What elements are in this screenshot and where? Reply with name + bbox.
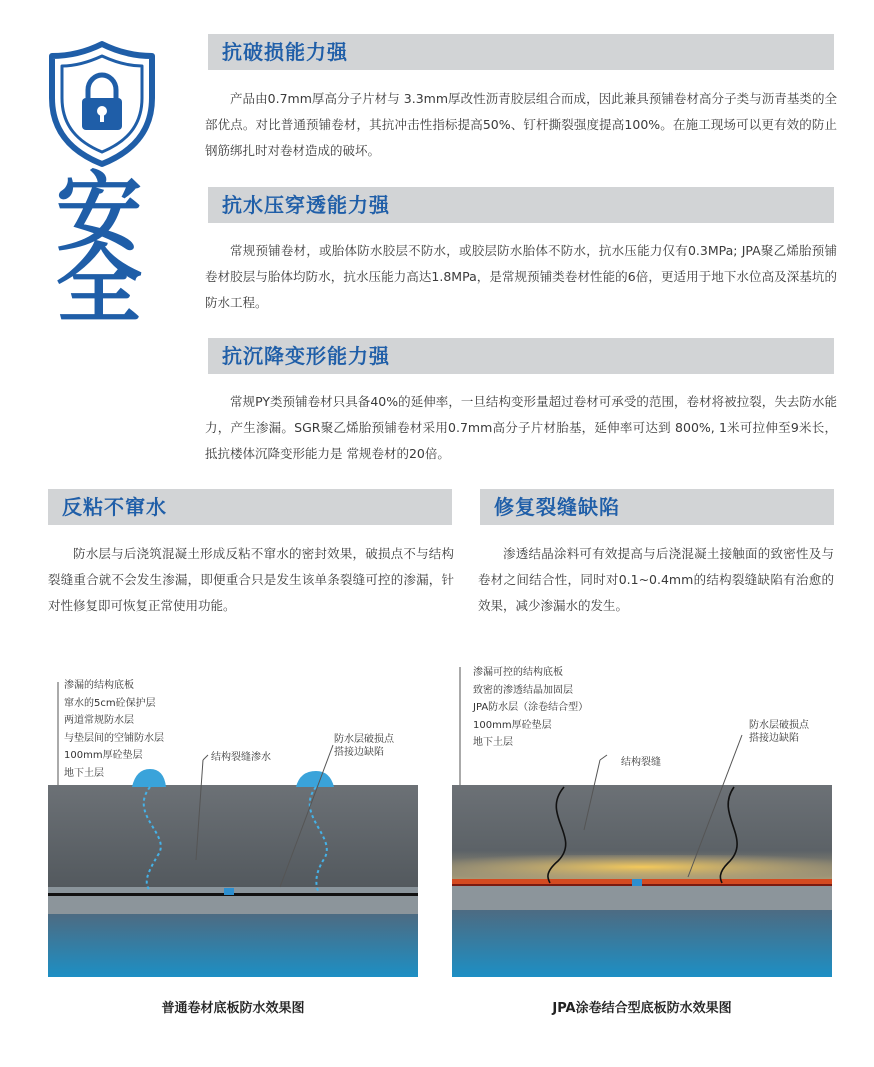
section-header-5 (480, 489, 834, 525)
section-title: 抗沉降变形能力强 (222, 344, 390, 368)
section-header-1 (208, 34, 834, 70)
layer-label: 渗漏可控的结构底板 (473, 667, 563, 678)
section-header-2 (208, 187, 834, 223)
section-header-4 (48, 489, 452, 525)
layer-label: 地下土层 (64, 767, 104, 779)
figure-1-layer-list (64, 677, 164, 782)
figure-2-caption: JPA涂卷结合型底板防水效果图 (552, 1001, 732, 1016)
badge-char-2: 全 (56, 235, 142, 335)
layer-label: 窜水的5cm砼保护层 (64, 697, 156, 709)
section-header-3 (208, 338, 834, 374)
shield-lock-icon (48, 40, 156, 168)
layer-label: 两道常规防水层 (64, 715, 134, 726)
break-tag-line: 防水层破损点 (334, 734, 394, 745)
break-tag-line: 防水层破损点 (749, 720, 809, 731)
break-tag-line: 搭接边缺陷 (749, 733, 799, 744)
layer-label: 100mm厚砼垫层 (64, 750, 143, 761)
layer-label: 100mm厚砼垫层 (473, 719, 552, 731)
figure-1-break-tag (334, 733, 394, 759)
break-tag-line: 搭接边缺陷 (334, 747, 384, 758)
figure-1-crack-tag: 结构裂缝渗水 (211, 752, 271, 763)
figure-2-layer-list (473, 664, 588, 752)
section-body-1: 产品由0.7mm厚高分子片材与 3.3mm厚改性沥青胶层组合而成，因此兼具预铺卷材高分子类与沥青基类的全部优点。对比普通预铺卷材，其抗冲击性指标提高50%、钉杆撕裂强度提高100%。在施工现场可以更有效的防止钢筋绑扎时对卷材造成的破坏。 (205, 91, 837, 158)
section-title: 抗破损能力强 (222, 40, 348, 64)
section-body-2: 常规预铺卷材，或胎体防水胶层不防水，或胶层防水胎体不防水，抗水压能力仅有0.3MPa; JPA聚乙烯胎预铺卷材胶层与胎体均防水，抗水压能力高达1.8MPa，是常规预铺类卷材性能的6倍，更适用于地下水位高及深基坑的防水工程。 (205, 243, 837, 310)
section-title: 抗水压穿透能力强 (222, 193, 390, 217)
layer-label: 致密的渗透结晶加固层 (473, 684, 573, 696)
layer-label: 与垫层间的空铺防水层 (64, 732, 164, 744)
figure-1-caption: 普通卷材底板防水效果图 (161, 1001, 305, 1016)
section-body-4: 防水层与后浇筑混凝土形成反粘不窜水的密封效果，破损点不与结构裂缝重合就不会发生渗漏，即便重合只是发生该单条裂缝可控的渗漏，针对性修复即可恢复正常使用功能。 (48, 546, 454, 613)
layer-label: JPA防水层（涂卷结合型） (473, 702, 589, 713)
section-body-3: 常规PY类预铺卷材只具备40%的延伸率，一旦结构变形量超过卷材可承受的范围，卷材将被拉裂，失去防水能力，产生渗漏。SGR聚乙烯胎预铺卷材采用0.7mm高分子片材胎基，延伸率可达到 800%, 1米可拉伸至9米长，抵抗楼体沉降变形能力是 常规卷材的20倍。 (205, 394, 837, 461)
badge-char-1: 安 (56, 163, 142, 263)
section-body-5: 渗透结晶涂料可有效提高与后浇混凝土接触面的致密性及与卷材之间结合性，同时对0.1~0.4mm的结构裂缝缺陷有治愈的效果，减少渗漏水的发生。 (478, 546, 834, 613)
layer-label: 渗漏的结构底板 (64, 680, 134, 691)
section-title: 修复裂缝缺陷 (494, 495, 620, 519)
layer-label: 地下土层 (473, 737, 513, 748)
section-title: 反粘不窜水 (62, 495, 167, 519)
figure-2-break-tag (749, 719, 809, 745)
figure-2-crack-tag: 结构裂缝 (621, 757, 661, 768)
